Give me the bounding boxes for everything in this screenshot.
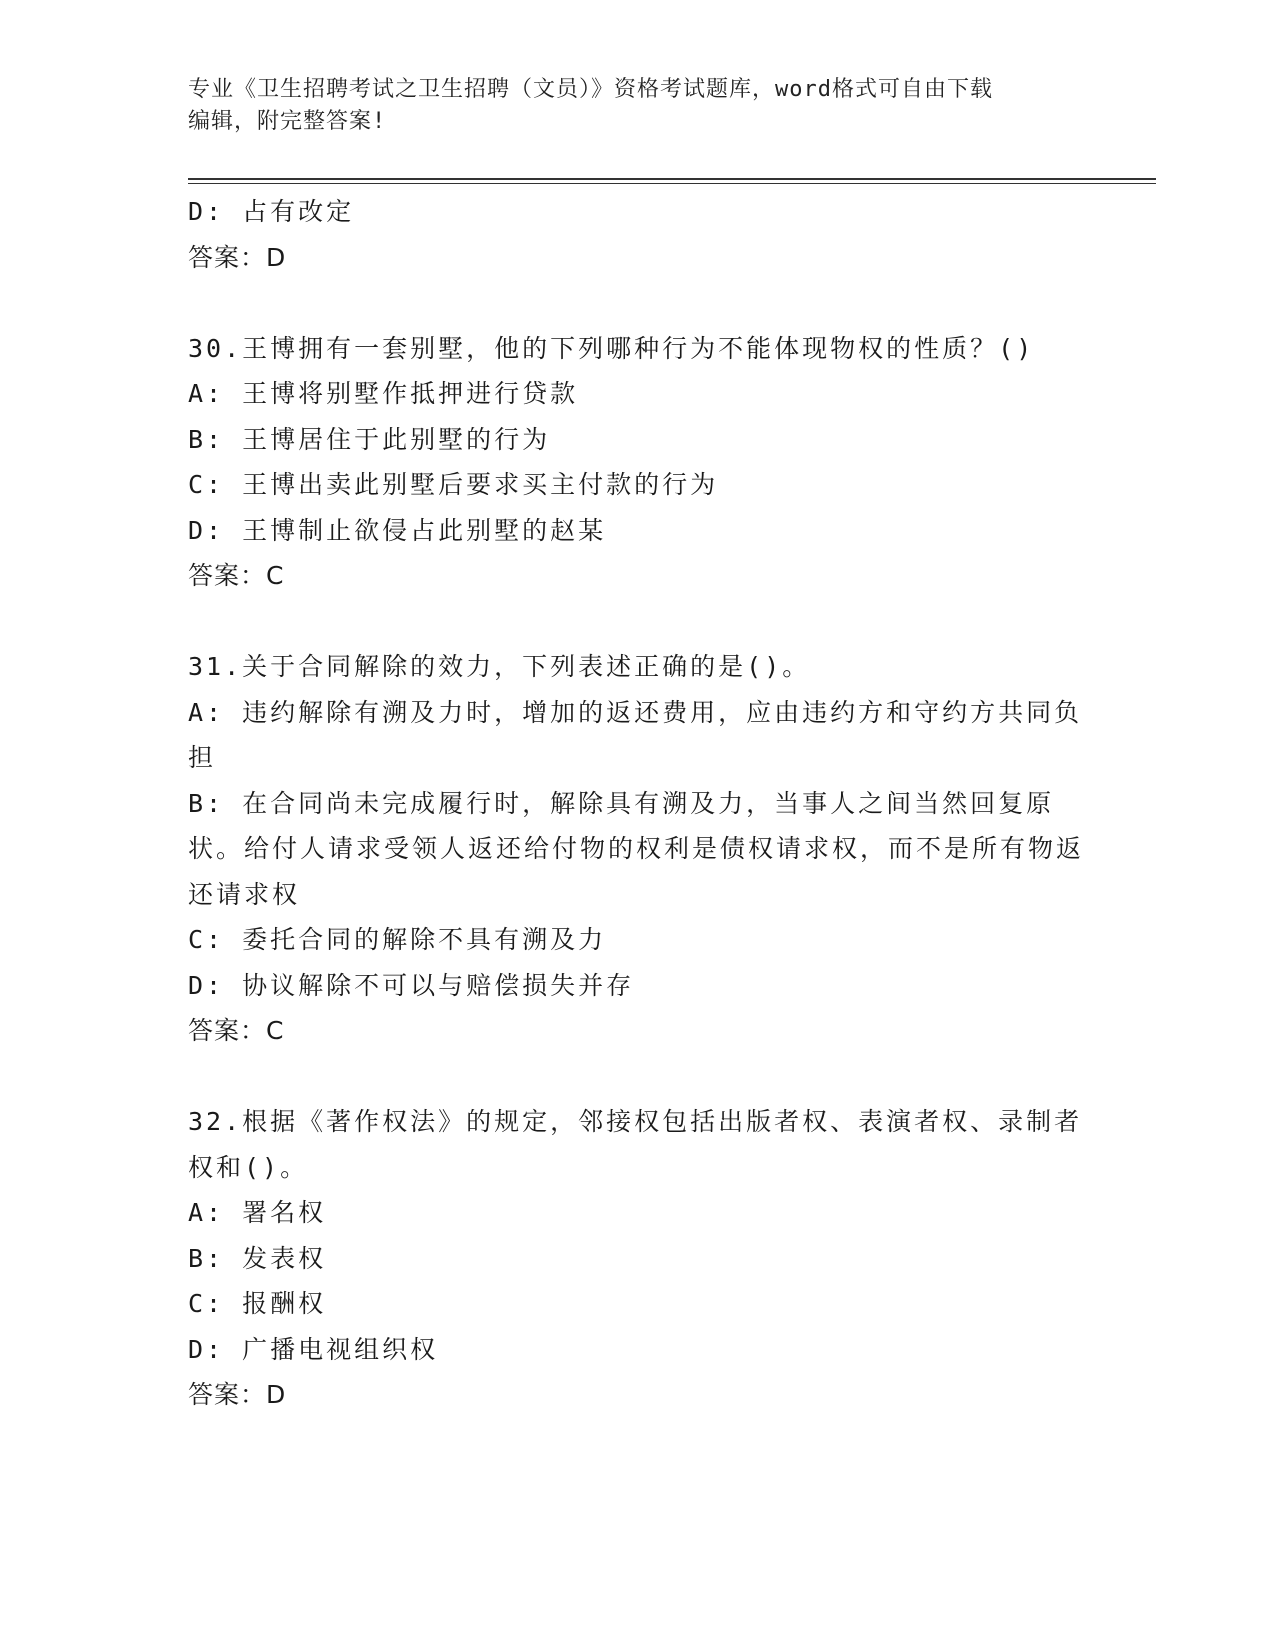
spacer <box>188 1054 1088 1100</box>
spacer <box>188 599 1088 645</box>
question-stem: 31.关于合同解除的效力，下列表述正确的是()。 <box>188 652 811 681</box>
option-d: D: 广播电视组织权 <box>188 1334 439 1364</box>
option-b: B: 在合同尚未完成履行时，解除具有溯及力，当事人之间当然回复原状。给付人请求受领人返还给付物的权利是债权请求权，而不是所有物返还请求权 <box>188 788 1085 909</box>
header-line-1: 专业《卫生招聘考试之卫生招聘（文员）》资格考试题库，word格式可自由下载 <box>188 77 993 102</box>
option-d: D: 协议解除不可以与赔偿损失并存 <box>188 970 635 1000</box>
question-stem: 30.王博拥有一套别墅，他的下列哪种行为不能体现物权的性质？() <box>188 333 1035 363</box>
option-b: B: 发表权 <box>188 1243 327 1273</box>
header-line-2: 编辑，附完整答案! <box>188 109 387 134</box>
previous-question-tail <box>188 189 1088 280</box>
option-d: D: 王博制止欲侵占此别墅的赵某 <box>188 515 607 545</box>
option-d: D: 占有改定 <box>188 197 355 226</box>
answer-line: 答案：C <box>188 561 285 590</box>
header-divider-thin <box>188 183 1156 184</box>
question-list <box>188 189 1088 1418</box>
option-c: C: 委托合同的解除不具有溯及力 <box>188 925 607 954</box>
question-30 <box>188 326 1088 599</box>
answer-line: 答案：C <box>188 1016 285 1045</box>
option-b: B: 王博居住于此别墅的行为 <box>188 424 551 454</box>
option-c: C: 报酬权 <box>188 1289 327 1318</box>
question-stem: 32.根据《著作权法》的规定，邻接权包括出版者权、表演者权、录制者权和()。 <box>188 1107 1083 1182</box>
option-a: A: 署名权 <box>188 1198 327 1227</box>
option-a: A: 王博将别墅作抵押进行贷款 <box>188 379 579 408</box>
option-c: C: 王博出卖此别墅后要求买主付款的行为 <box>188 470 719 499</box>
question-32 <box>188 1099 1088 1418</box>
spacer <box>188 280 1088 326</box>
header-divider-thick <box>188 178 1156 180</box>
answer-line: 答案：D <box>188 242 287 272</box>
option-a: A: 违约解除有溯及力时，增加的返还费用，应由违约方和守约方共同负担 <box>188 697 1083 772</box>
document-header <box>188 74 1088 138</box>
answer-line: 答案：D <box>188 1380 287 1409</box>
question-31 <box>188 644 1088 1054</box>
